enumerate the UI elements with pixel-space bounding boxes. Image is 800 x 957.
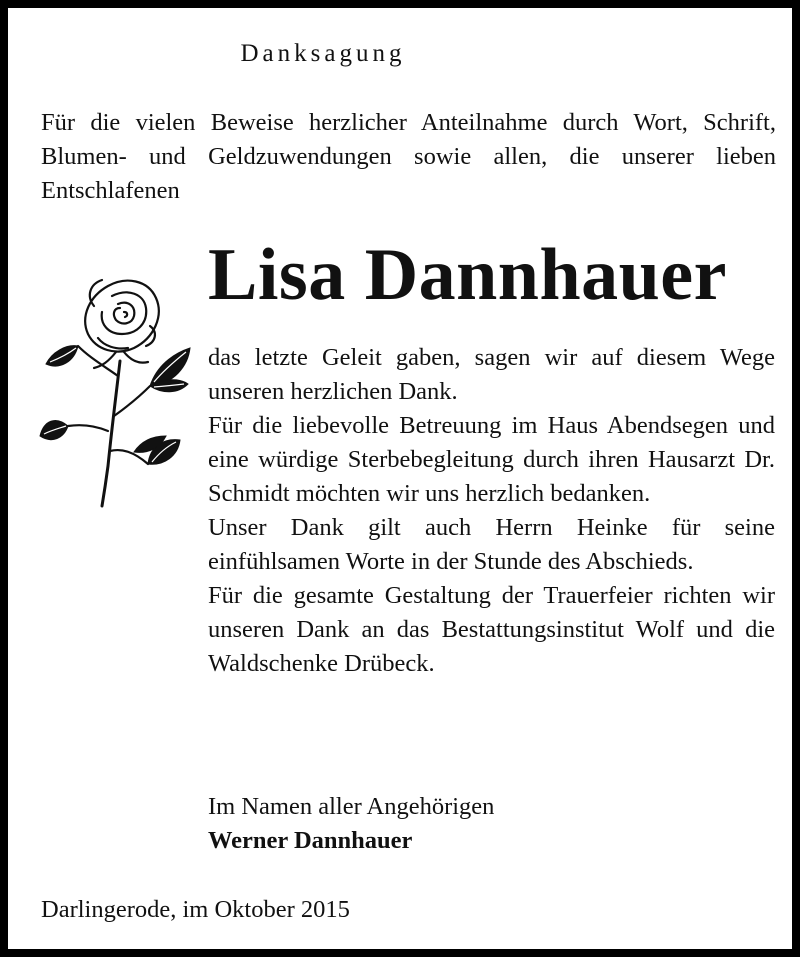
body-paragraph: das letzte Geleit gaben, sagen wir auf diesem Wege unseren herzlichen Dank. bbox=[208, 344, 775, 405]
notice-heading: Danksagung bbox=[240, 40, 406, 67]
body-paragraph: Unser Dank gilt auch Herrn Heinke für seine einfühlsamen Worte in der Stunde des Abschieds. bbox=[208, 514, 775, 575]
intro-text bbox=[41, 106, 776, 208]
body-paragraph: Für die gesamte Gestaltung der Trauerfeier richten wir unseren Dank an das Bestattungsinstitut Wolf und die Waldschenke Drübeck. bbox=[208, 582, 775, 677]
signature-block bbox=[208, 790, 494, 858]
place-date: Darlingerode, im Oktober 2015 bbox=[41, 896, 350, 923]
body-paragraph: Für die liebevolle Betreuung im Haus Abendsegen und eine würdige Sterbebegleitung durch ihren Hausarzt Dr. Schmidt möchten wir uns herzlich bedanken. bbox=[208, 412, 775, 507]
signer-name: Werner Dannhauer bbox=[208, 827, 413, 854]
rose-icon bbox=[38, 266, 198, 516]
body-text bbox=[208, 341, 775, 681]
signoff-line: Im Namen aller Angehörigen bbox=[208, 793, 495, 820]
intro-paragraph: Für die vielen Beweise herzlicher Anteilnahme durch Wort, Schrift, Blumen- und Geldzuwendungen sowie allen, die unserer lieben Entschlafenen bbox=[41, 109, 776, 204]
deceased-name: Lisa Dannhauer bbox=[208, 234, 727, 316]
